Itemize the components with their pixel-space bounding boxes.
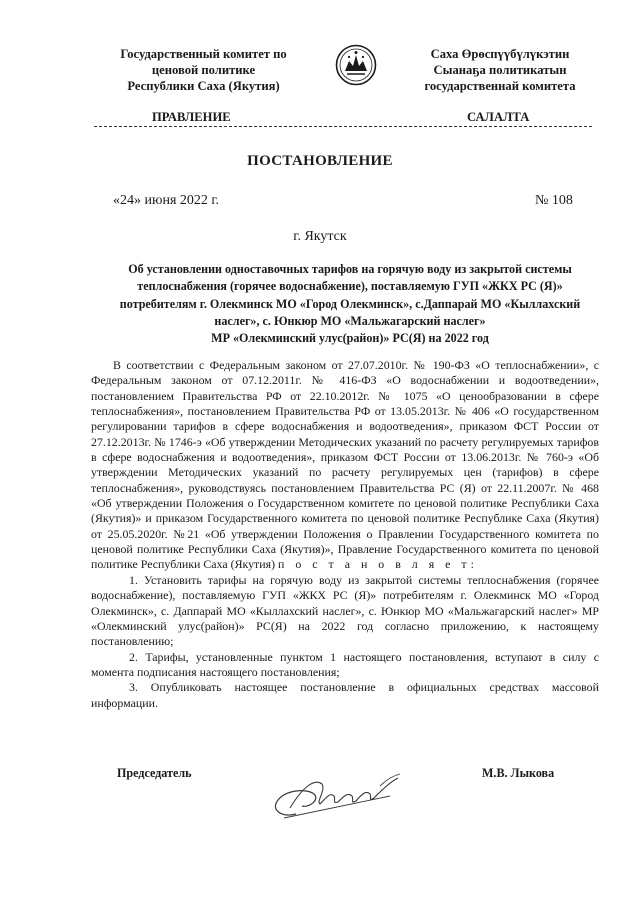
document-subject — [100, 261, 600, 347]
document-number: № 108 — [535, 193, 573, 208]
header-left-line: Республики Саха (Якутия) — [127, 79, 280, 93]
subject-line: теплоснабжения (горячее водоснабжение), поставляемую ГУП «ЖКХ РС (Я)» — [137, 279, 563, 294]
signer-name: М.В. Лыкова — [482, 766, 555, 780]
header-right-org — [400, 46, 600, 94]
document-date: «24» июня 2022 г. — [113, 193, 220, 208]
header-left-line: ценовой политике — [151, 63, 256, 77]
document-city: г. Якутск — [293, 229, 347, 244]
preamble-text: В соответствии с Федеральным законом от 27.07.2010г. № 190-ФЗ «О теплоснабжении», с Федеральным законом от 07.12.2011г. № 416-ФЗ «О водоснабжении и водоотведении», постановлением Правительства РФ от 22.10.2012г. № 1075 «О ценообразовании в сфере теплоснабжения», постановлением Правительства РФ от 13.05.2013г. № 406 «О государственном регулировании тарифов в сфере водоснабжения и водоотведения», приказом ФСТ России от 27.12.2013г. № 1746-э «Об утверждении Методических указаний по расчету регулируемых тарифов в сфере водоснабжения и водоотведения», приказом ФСТ России от 13.06.2013г. № 760-э «Об утверждении Методических указаний по расчету регулируемых цен (тарифов) в сфере теплоснабжения», руководствуясь постановлением Правительства РС (Я) от 22.11.2007г. № 468 «Об утверждении Положения о Государственном комитете по ценовой политике Республики Саха (Якутия)» и приказом Государственного комитета по ценовой политике Республике Саха (Якутия) от 25.05.2020г. №21 «Об утверждении Положения о Правлении Государственного комитета по ценовой политике Республики Саха (Якутия)», Правление Государственного комитета по ценовой политике Республики Саха (Якутия) — [91, 358, 599, 572]
header-left-sub: ПРАВЛЕНИЕ — [152, 110, 231, 124]
decree-item: 1. Установить тарифы на горячую воду из закрытой системы теплоснабжения (горячее водоснабжение), поставляемую ГУП «ЖКХ РС (Я)» потребителям г. Олекминск МО «Город Олекминск», с. Даппарай МО «Кыллахский наслег», с. Юнкюр МО «Мальжагарский наслег» МР «Олекминский улус(район)» РС(Я) на 2022 год согласно приложению, к настоящему постановлению; — [91, 572, 599, 649]
decree-item: 2. Тарифы, установленные пунктом 1 настоящего постановления, вступают в силу с момента подписания настоящего постановления; — [91, 649, 599, 679]
subject-line: Об установлении одноставочных тарифов на горячую воду из закрытой системы — [128, 262, 572, 276]
handwritten-signature — [262, 768, 412, 828]
header-right-line: Сыанаҕа политикатын — [433, 63, 567, 77]
header-left-org — [96, 46, 311, 94]
preamble-paragraph — [91, 358, 599, 573]
sakha-republic-emblem-icon — [335, 44, 377, 86]
header-left-line: Государственный комитет по — [120, 47, 287, 61]
header-divider — [94, 126, 592, 127]
chair-position: Председатель — [117, 766, 192, 780]
subject-line: наслег», с. Юнкюр МО «Мальжагарский наслег» — [214, 313, 486, 328]
subject-line: МР «Олекминский улус(район)» РС(Я) на 2022 год — [211, 331, 489, 346]
header-right-line: Саха Өрөспүүбүлүкэтин — [430, 47, 570, 61]
document-type: ПОСТАНОВЛЕНИЕ — [247, 153, 393, 169]
decree-item: 3. Опубликовать настоящее постановление в официальных средствах массовой информации. — [91, 680, 599, 710]
subject-line: потребителям г. Олекминск МО «Город Олекминск», с.Даппарай МО «Кыллахский — [119, 296, 581, 311]
header-right-line: государственнай комитета — [424, 79, 576, 93]
decree-word: п о с т а н о в л я е т: — [278, 557, 478, 572]
document-body — [91, 358, 599, 711]
header-right-sub: САЛАЛТА — [467, 110, 530, 124]
